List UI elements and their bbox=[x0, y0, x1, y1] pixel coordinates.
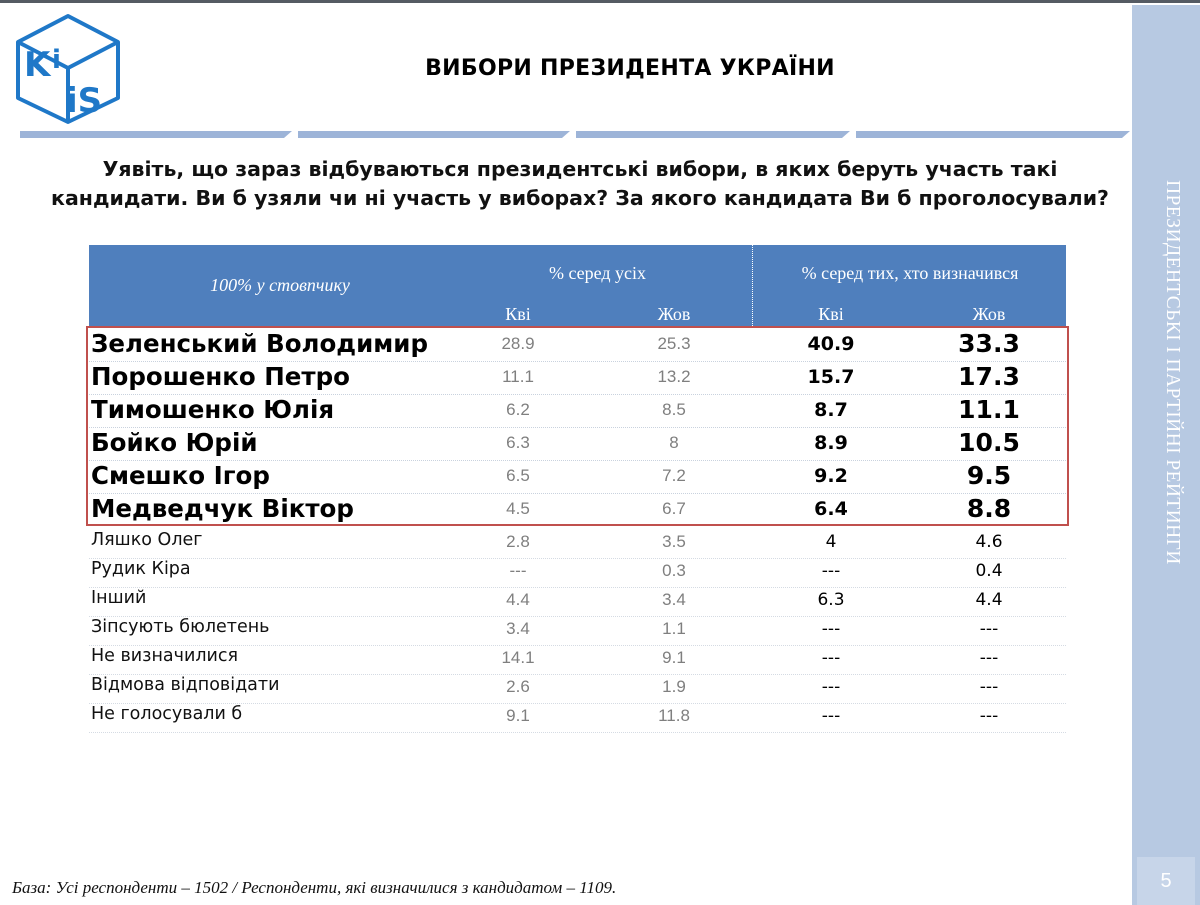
header-group-all: % серед усіх bbox=[548, 263, 647, 283]
row-label: Відмова відповідати bbox=[91, 675, 280, 695]
value-decided-apr: --- bbox=[821, 619, 841, 639]
value-decided-apr: --- bbox=[821, 648, 841, 668]
value-decided-oct: 4.4 bbox=[975, 590, 1003, 610]
header-month-decided-apr: Кві bbox=[818, 304, 844, 324]
value-all-oct: 7.2 bbox=[662, 466, 686, 485]
side-section-title: ПРЕЗИДЕНТСЬКІ І ПАРТІЙНІ РЕЙТИНГИ bbox=[1162, 180, 1183, 565]
top-border-line bbox=[0, 0, 1200, 3]
value-decided-apr: 6.3 bbox=[817, 590, 845, 610]
value-all-apr: 4.5 bbox=[506, 499, 530, 518]
value-decided-apr: --- bbox=[821, 706, 841, 726]
value-all-oct: 25.3 bbox=[657, 334, 691, 353]
svg-text:i: i bbox=[52, 45, 61, 75]
value-decided-apr: 40.9 bbox=[807, 333, 855, 355]
candidate-name: Смешко Ігор bbox=[91, 461, 270, 490]
value-all-apr: 2.8 bbox=[506, 532, 530, 551]
title-rule-segment bbox=[576, 131, 850, 138]
header-divider bbox=[752, 245, 753, 326]
header-month-all-apr: Кві bbox=[505, 304, 531, 324]
value-all-apr: 11.1 bbox=[502, 367, 534, 386]
value-all-apr: 28.9 bbox=[501, 334, 535, 353]
value-all-apr: --- bbox=[509, 561, 527, 580]
value-all-apr: 4.4 bbox=[506, 590, 530, 609]
value-all-apr: 9.1 bbox=[506, 706, 530, 725]
row-label: Ляшко Олег bbox=[91, 530, 203, 550]
value-decided-apr: 6.4 bbox=[814, 498, 848, 520]
svg-text:iS: iS bbox=[66, 81, 103, 121]
title-rule-segment bbox=[856, 131, 1130, 138]
survey-question: Уявіть, що зараз відбуваються президентські вибори, в яких беруть участь такі кандидати. Ви б узяли чи ні участь у виборах? За якого кандидата Ви б проголосували? bbox=[51, 157, 1109, 210]
value-all-apr: 6.2 bbox=[506, 400, 530, 419]
row-label: Інший bbox=[91, 588, 147, 608]
table-row bbox=[89, 617, 1066, 646]
value-all-apr: 2.6 bbox=[506, 677, 530, 696]
value-all-apr: 3.4 bbox=[506, 619, 530, 638]
value-decided-apr: 15.7 bbox=[807, 366, 855, 388]
value-all-oct: 8 bbox=[669, 433, 679, 452]
value-all-oct: 1.9 bbox=[662, 677, 686, 696]
table-row bbox=[89, 530, 1066, 559]
value-all-oct: 3.4 bbox=[662, 590, 686, 609]
value-decided-oct: --- bbox=[979, 619, 999, 639]
value-decided-apr: 9.2 bbox=[814, 465, 848, 487]
value-decided-oct: 8.8 bbox=[966, 494, 1012, 523]
table-row bbox=[89, 588, 1066, 617]
value-all-apr: 6.3 bbox=[506, 433, 530, 452]
value-all-apr: 14.1 bbox=[501, 648, 535, 667]
value-decided-apr: --- bbox=[821, 561, 841, 581]
value-all-oct: 13.2 bbox=[657, 367, 691, 386]
value-decided-apr: 8.7 bbox=[814, 399, 848, 421]
row-label: Не визначилися bbox=[91, 646, 239, 666]
header-note: 100% у стовпчику bbox=[210, 275, 350, 295]
slide-title: ВИБОРИ ПРЕЗИДЕНТА УКРАЇНИ bbox=[425, 56, 835, 81]
table-row bbox=[89, 646, 1066, 675]
table-row bbox=[89, 675, 1066, 704]
value-decided-apr: 8.9 bbox=[814, 432, 848, 454]
top-candidates-highlight bbox=[86, 326, 1069, 526]
candidate-name: Порошенко Петро bbox=[91, 362, 350, 391]
kiis-logo bbox=[14, 12, 122, 126]
value-decided-oct: 10.5 bbox=[958, 428, 1020, 457]
value-all-oct: 9.1 bbox=[662, 648, 686, 667]
title-rule-segment bbox=[20, 131, 292, 138]
page-number: 5 bbox=[1160, 870, 1172, 892]
value-decided-oct: 17.3 bbox=[958, 362, 1020, 391]
value-decided-oct: 33.3 bbox=[958, 329, 1020, 358]
title-rule-segment bbox=[298, 131, 570, 138]
value-all-oct: 1.1 bbox=[662, 619, 686, 638]
header-month-decided-oct: Жов bbox=[972, 304, 1006, 324]
row-label: Не голосували б bbox=[91, 704, 243, 724]
table-row bbox=[89, 704, 1066, 733]
candidate-name: Бойко Юрій bbox=[91, 428, 258, 457]
header-group-decided: % серед тих, хто визначився bbox=[801, 263, 1019, 283]
row-label: Рудик Кіра bbox=[91, 559, 191, 579]
value-decided-apr: 4 bbox=[825, 532, 837, 552]
value-all-oct: 3.5 bbox=[662, 532, 686, 551]
value-decided-oct: 4.6 bbox=[975, 532, 1003, 552]
value-decided-oct: --- bbox=[979, 677, 999, 697]
header-month-all-oct: Жов bbox=[657, 304, 691, 324]
value-decided-oct: 9.5 bbox=[966, 461, 1012, 490]
candidate-name: Зеленський Володимир bbox=[91, 329, 428, 358]
value-decided-apr: --- bbox=[821, 677, 841, 697]
candidate-name: Медведчук Віктор bbox=[91, 494, 354, 523]
row-label: Зіпсують бюлетень bbox=[91, 617, 270, 637]
value-all-oct: 11.8 bbox=[658, 706, 690, 725]
value-decided-oct: --- bbox=[979, 706, 999, 726]
table-row bbox=[89, 559, 1066, 588]
svg-text:K: K bbox=[24, 45, 51, 85]
value-decided-oct: --- bbox=[979, 648, 999, 668]
value-all-oct: 6.7 bbox=[662, 499, 686, 518]
value-all-apr: 6.5 bbox=[506, 466, 530, 485]
value-all-oct: 8.5 bbox=[662, 400, 686, 419]
candidate-name: Тимошенко Юлія bbox=[91, 395, 335, 424]
value-decided-oct: 0.4 bbox=[975, 561, 1003, 581]
value-all-oct: 0.3 bbox=[662, 561, 686, 580]
footnote-base: База: Усі респонденти – 1502 / Респонденти, які визначилися з кандидатом – 1109. bbox=[12, 878, 617, 897]
value-decided-oct: 11.1 bbox=[958, 395, 1020, 424]
